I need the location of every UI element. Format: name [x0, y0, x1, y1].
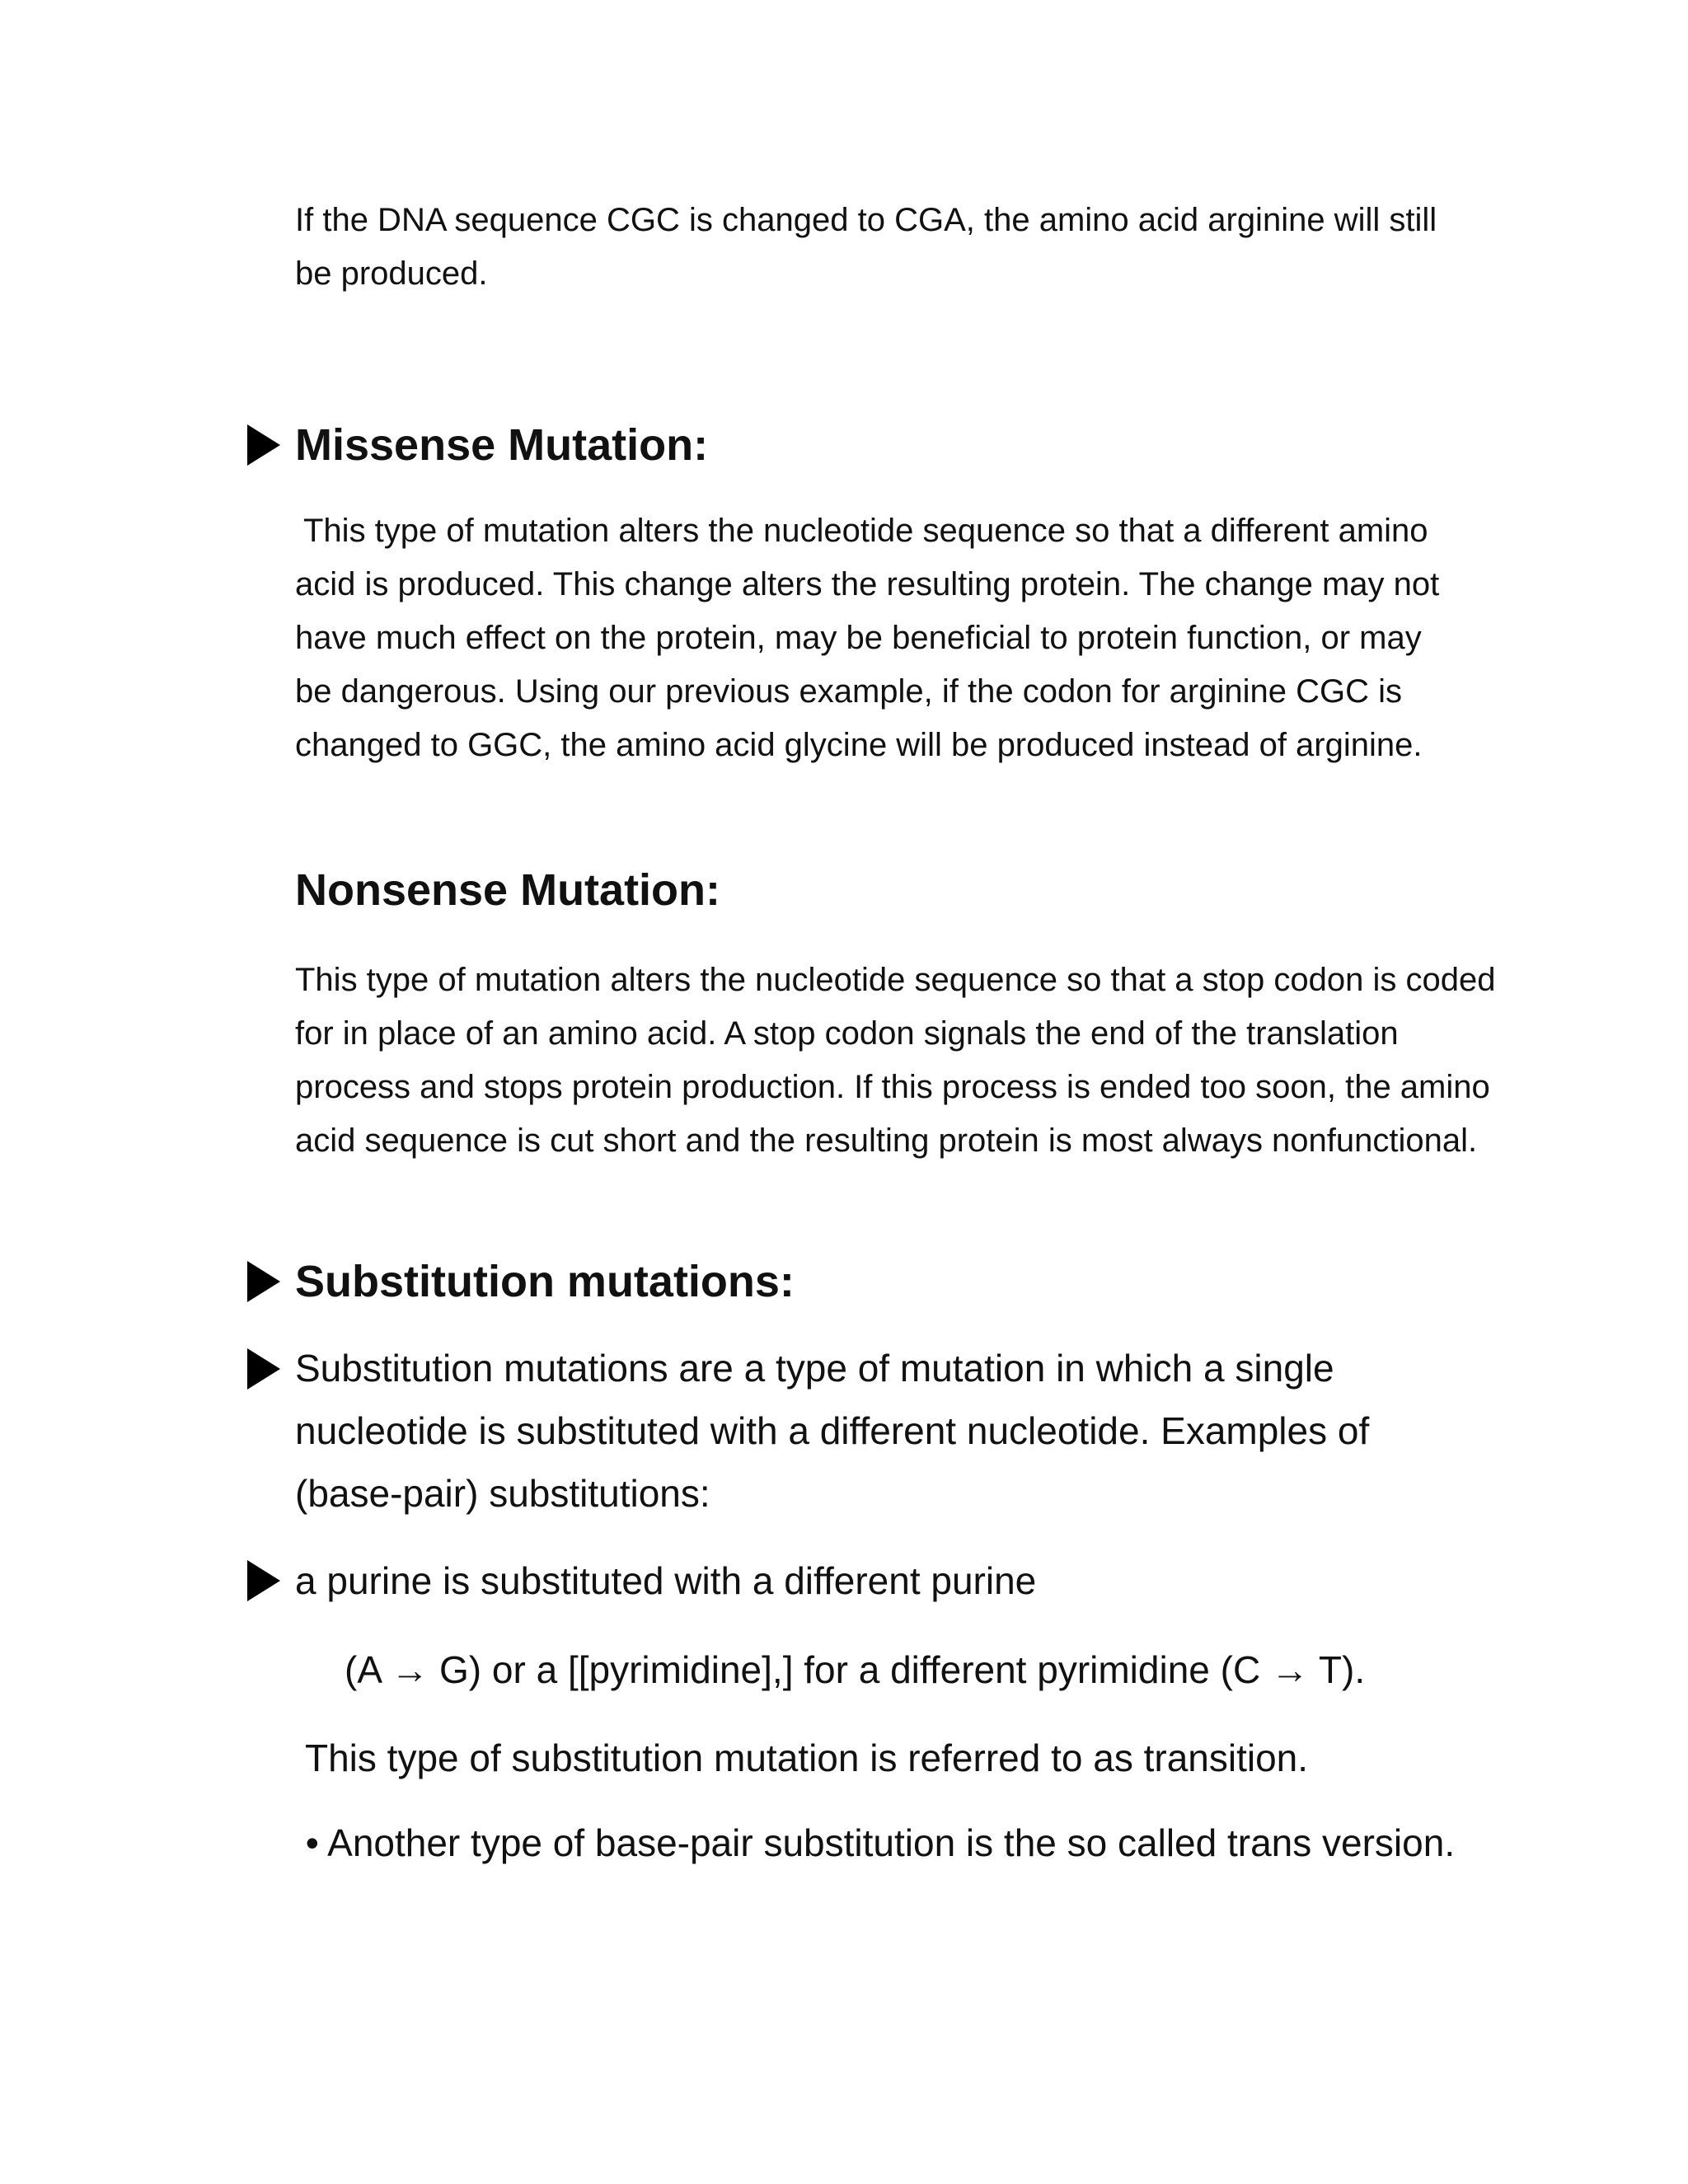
missense-body-block [295, 504, 1449, 772]
triangle-right-icon [247, 1560, 280, 1601]
transition-line-block [305, 1727, 1500, 1789]
nonsense-body-block [295, 954, 1498, 1168]
missense-heading-block [295, 416, 1490, 474]
transition-line: This type of substitution mutation is referred to as transition. [305, 1736, 1309, 1779]
substitution-heading-block [295, 1253, 1490, 1310]
nonsense-heading: Nonsense Mutation: [295, 865, 721, 915]
substitution-heading: Substitution mutations: [295, 1257, 795, 1306]
transversion-paragraph [295, 1811, 1465, 1874]
substitution-bullet-2 [295, 1549, 1490, 1612]
substitution-bullet-2-text: a purine is substituted with a different purine [295, 1559, 1037, 1602]
nonsense-body: This type of mutation alters the nucleotide sequence so that a stop codon is coded for in place of an amino acid. A stop codon signals the end of the translation process and stops protein production. If this process is ended too soon, the amino acid sequence is cut short and the resulting protein is most always nonfunctional. [295, 962, 1496, 1159]
example-line: (A → G) or a [[pyrimidine],] for a different pyrimidine (C → T). [345, 1648, 1366, 1691]
nonsense-heading-block [295, 861, 1490, 919]
intro-text: If the DNA sequence CGC is changed to CGA, the amino acid arginine will still be produced. [295, 202, 1437, 292]
bullet-dot: • [305, 1821, 319, 1864]
substitution-bullet-1-text: Substitution mutations are a type of mutation in which a single nucleotide is substituted with a different nucleotide. Examples of (base-pair) substitutions: [295, 1347, 1370, 1515]
substitution-bullet-1 [295, 1337, 1465, 1525]
transversion-line: Another type of base-pair substitution is the so called trans version. [327, 1821, 1456, 1864]
transversion-block [295, 1811, 1465, 1874]
missense-body: This type of mutation alters the nucleotide sequence so that a different amino acid is produced. This change alters the resulting protein. The change may not have much effect on the protein, may be beneficial to protein function, or may be dangerous. Using our previous example, if the codon for arginine CGC is changed to GGC, the amino acid glycine will be produced instead of arginine. [295, 513, 1440, 763]
missense-heading: Missense Mutation: [295, 420, 709, 470]
triangle-right-icon [247, 424, 280, 466]
intro-paragraph [295, 194, 1449, 301]
triangle-right-icon [247, 1261, 280, 1302]
example-line-block [345, 1638, 1540, 1701]
triangle-right-icon [247, 1348, 280, 1390]
